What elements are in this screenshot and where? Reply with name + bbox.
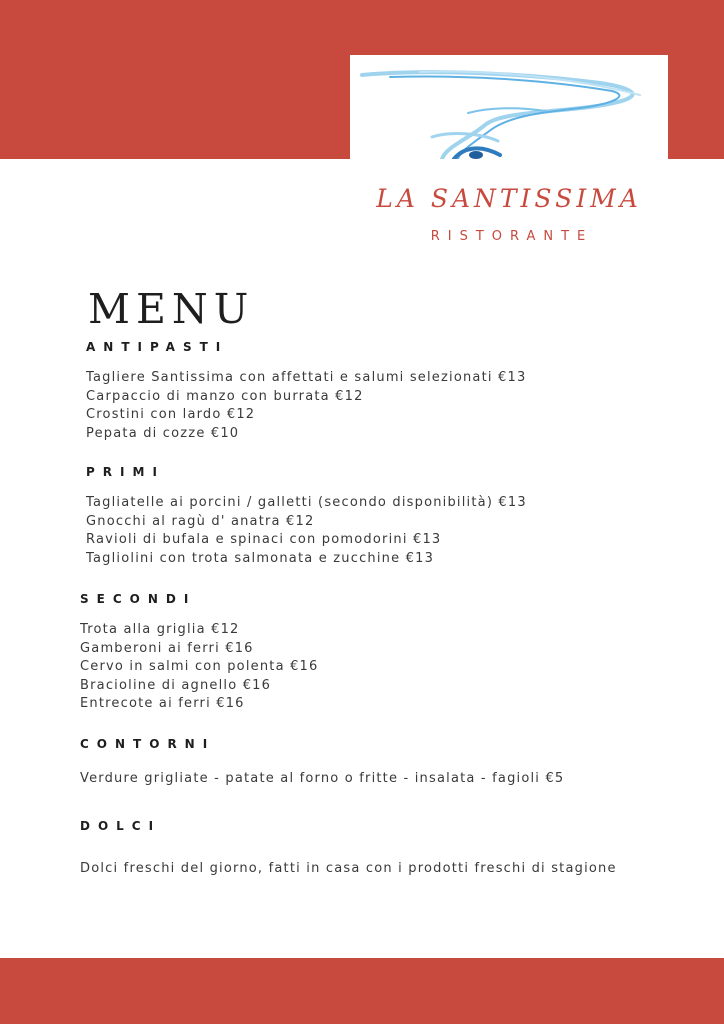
menu-item: Tagliere Santissima con affettati e salumi selezionati €13 (86, 370, 527, 385)
restaurant-subtitle: RISTORANTE (430, 229, 594, 244)
menu-item: Tagliolini con trota salmonata e zucchine €13 (86, 550, 435, 566)
menu-item: Cervo in salmi con polenta €16 (80, 659, 319, 674)
river-logo-icon (350, 55, 668, 159)
menu-item: Tagliatelle ai porcini / galletti (secondo disponibilità) €13 (86, 495, 527, 510)
section-title-antipasti: ANTIPASTI (86, 340, 229, 354)
section-dolci (80, 819, 617, 879)
menu-item: Entrecote ai ferri €16 (80, 696, 245, 711)
section-title-dolci: DOLCI (80, 819, 162, 833)
menu-item: Bracioline di agnello €16 (80, 677, 272, 693)
section-contorni (80, 737, 564, 789)
logo (350, 55, 668, 159)
menu-item: Verdure grigliate - patate al forno o fritte - insalata - fagioli €5 (80, 771, 565, 786)
menu-item: Trota alla griglia €12 (80, 622, 240, 637)
menu-item: Carpaccio di manzo con burrata €12 (86, 388, 364, 404)
menu-item: Gnocchi al ragù d' anatra €12 (86, 513, 315, 529)
menu-item: Pepata di cozze €10 (86, 425, 240, 441)
page-title: MENU (88, 285, 255, 334)
section-antipasti (86, 340, 526, 443)
restaurant-name: LA SANTISSIMA (376, 184, 642, 213)
menu-item: Gamberoni ai ferri €16 (80, 640, 254, 656)
section-secondi (80, 592, 318, 714)
menu-item: Dolci freschi del giorno, fatti in casa con i prodotti freschi di stagione (80, 861, 617, 876)
section-title-primi: PRIMI (86, 465, 165, 479)
section-primi (86, 465, 527, 568)
menu-item: Ravioli di bufala e spinaci con pomodorini €13 (86, 532, 442, 547)
section-title-contorni: CONTORNI (80, 737, 216, 751)
menu-item: Crostini con lardo €12 (86, 407, 256, 422)
section-title-secondi: SECONDI (80, 592, 197, 606)
footer-band (0, 958, 724, 1024)
